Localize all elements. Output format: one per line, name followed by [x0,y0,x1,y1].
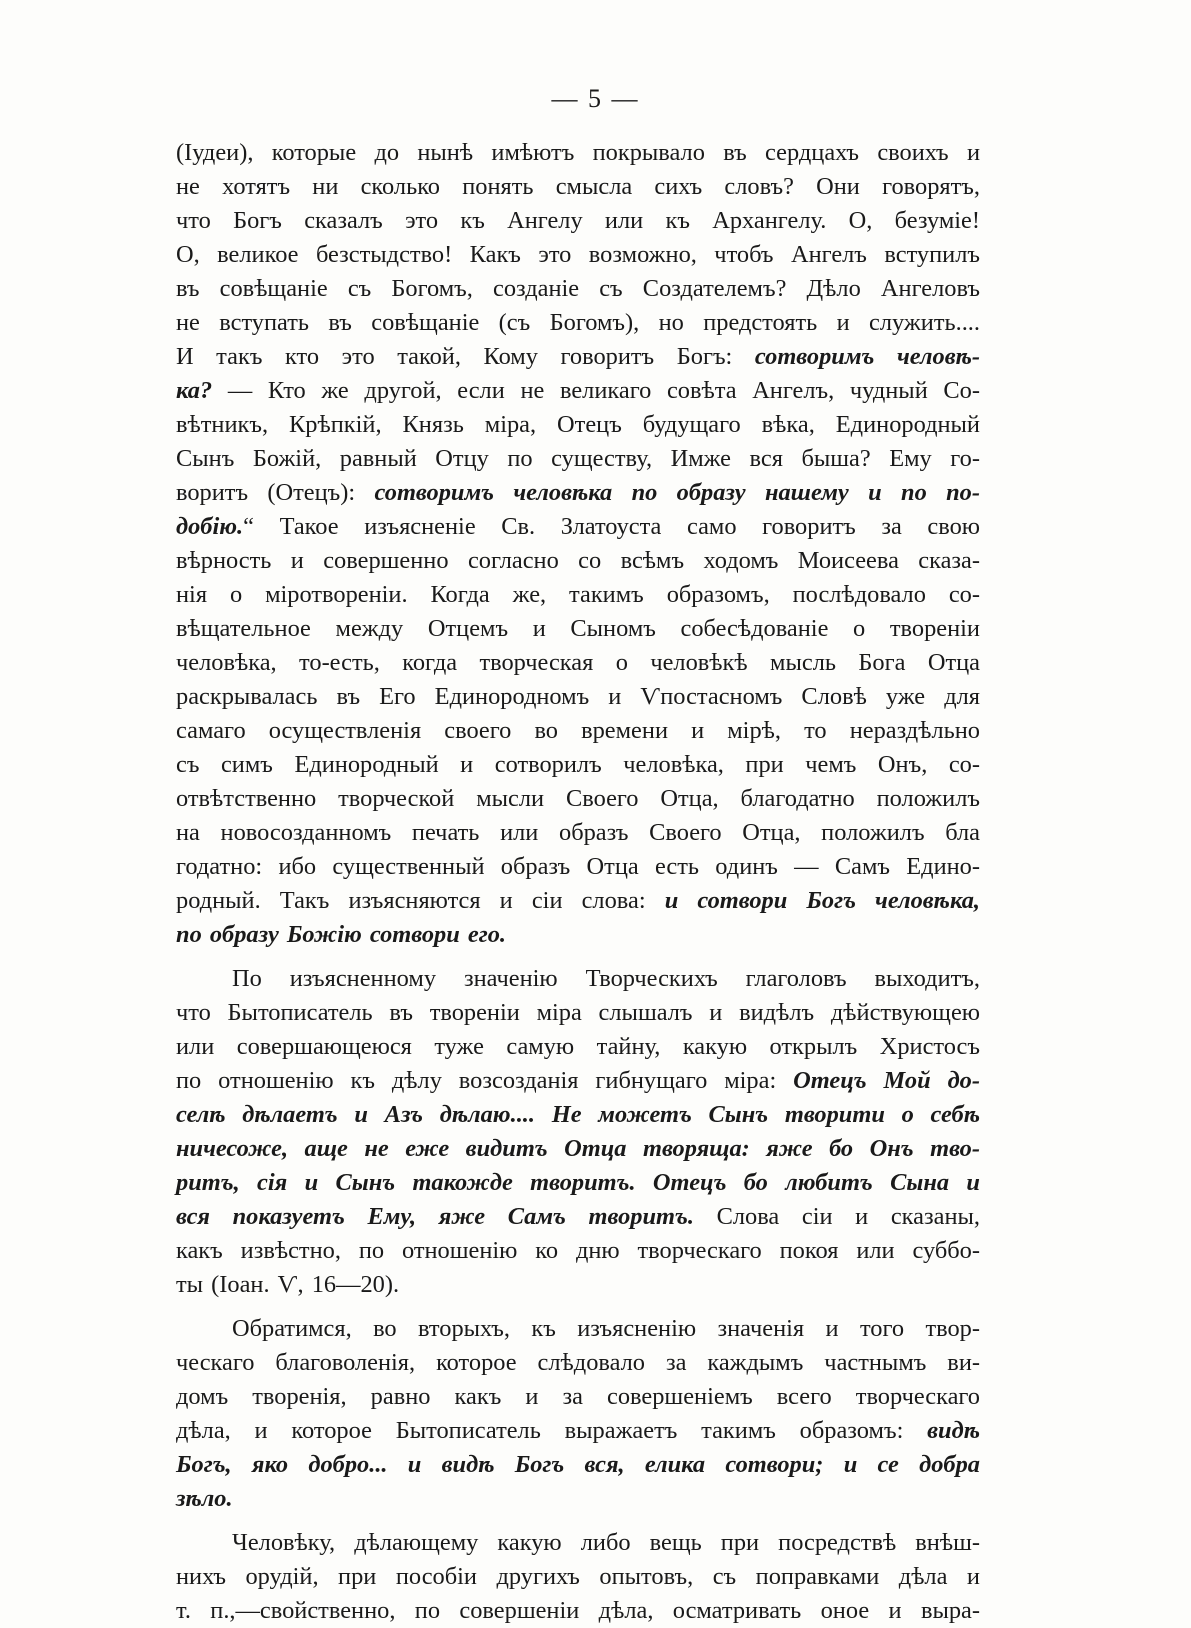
text-line [176,1346,980,1380]
text-segment: ты (Іоан. Ѵ, 16—20). [176,1271,400,1298]
text-segment: Слова сіи и сказаны, [693,1203,980,1230]
text-line [176,578,980,612]
text-line [176,1132,980,1166]
text-segment: “ Такое изъясненіе Св. Златоуста само говоритъ за свою [243,513,980,540]
text-segment: отвѣтственно творческой мысли Своего Отца, благодатно положилъ [176,785,980,812]
emphasized-text: ка? [176,377,213,404]
emphasized-text: вся показуетъ Ему, яже Самъ творитъ. [176,1203,694,1230]
emphasized-text: и сотвори Богъ человѣка, [664,887,980,914]
text-line [176,272,980,306]
emphasized-text: сотворимъ человѣ- [754,343,980,370]
text-line [176,170,980,204]
text-line [176,238,980,272]
text-line [176,476,980,510]
text-line [176,204,980,238]
text-line [176,714,980,748]
text-line [176,408,980,442]
text-line [176,1594,980,1628]
text-segment: дѣла, и которое Бытописатель выражаетъ такимъ образомъ: [176,1417,928,1444]
text-segment: что Богъ сказалъ это къ Ангелу или къ Архангелу. О, безуміе! [176,207,980,234]
text-line [176,646,980,680]
text-line [176,680,980,714]
text-line [176,1312,980,1346]
paragraph [176,1312,980,1516]
text-segment: нія о міротвореніи. Когда же, такимъ образомъ, послѣдовало со- [176,581,980,608]
text-segment: человѣка, то-есть, когда творческая о человѣкѣ мысль Бога Отца [176,649,980,676]
text-line [176,1560,980,1594]
text-line [176,1414,980,1448]
text-line [176,1030,980,1064]
text-line [176,962,980,996]
text-line [176,850,980,884]
emphasized-text: селѣ дѣлаетъ и Азъ дѣлаю.... Не можетъ Сынъ творити о себѣ [176,1101,980,1128]
emphasized-text: сотворимъ человѣка по образу нашему и по по- [374,479,980,506]
paragraph-gap [176,1516,980,1526]
text-segment: вѣтникъ, Крѣпкій, Князь міра, Отецъ будущаго вѣка, Единородный [176,411,980,438]
text-segment: Человѣку, дѣлающему какую либо вещь при посредствѣ внѣш- [232,1529,980,1556]
text-segment: раскрывалась въ Его Единородномъ и Ѵпостасномъ Словѣ уже для [176,683,980,710]
text-segment: какъ извѣстно, по отношенію ко дню творческаго покоя или суббо- [176,1237,980,1264]
paragraph [176,1526,980,1628]
text-line [176,374,980,408]
text-line [176,1166,980,1200]
text-line [176,918,980,952]
paragraph [176,962,980,1302]
text-line [176,1200,980,1234]
text-line [176,996,980,1030]
emphasized-text: ритъ, сія и Сынъ такожде творитъ. Отецъ бо любитъ Сына и [176,1169,980,1196]
emphasized-text: Отецъ Мой до- [793,1067,980,1094]
paragraph [176,136,980,952]
text-line [176,816,980,850]
emphasized-text: добію. [176,513,244,540]
text-segment: О, великое безстыдство! Какъ это возможно, чтобъ Ангелъ вступилъ [176,241,980,268]
text-segment: (Іудеи), которые до нынѣ имѣютъ покрывало въ сердцахъ своихъ и [176,139,980,166]
text-segment: — Кто же другой, если не великаго совѣта Ангелъ, чудный Со- [212,377,980,404]
text-line [176,1380,980,1414]
emphasized-text: ничесоже, аще не еже видитъ Отца творяща: яже бо Онъ тво- [176,1135,980,1162]
text-line [176,1234,980,1268]
text-line [176,1064,980,1098]
text-segment: Обратимся, во вторыхъ, къ изъясненію значенія и того твор- [232,1315,980,1342]
text-line [176,1526,980,1560]
text-segment: воритъ (Отецъ): [176,479,375,506]
text-line [176,544,980,578]
text-segment: вѣрность и совершенно согласно со всѣмъ ходомъ Моисеева сказа- [176,547,980,574]
text-segment: съ симъ Единородный и сотворилъ человѣка, при чемъ Онъ, со- [176,751,980,778]
text-line [176,306,980,340]
text-line [176,884,980,918]
paragraph-gap [176,1302,980,1312]
paragraph-gap [176,952,980,962]
emphasized-text: Богъ, яко добро... и видѣ Богъ вся, елика сотвори; и се добра [176,1451,980,1478]
text-line [176,612,980,646]
text-line [176,510,980,544]
document-body [176,136,980,1628]
text-line [176,748,980,782]
text-line [176,136,980,170]
text-line [176,1098,980,1132]
text-segment: или совершающеюся туже самую тайну, какую открылъ Христосъ [176,1033,980,1060]
text-segment: И такъ кто это такой, Кому говоритъ Богъ: [176,343,755,370]
text-segment: годатно: ибо существенный образъ Отца есть одинъ — Самъ Едино- [176,853,980,880]
text-segment: самаго осуществленія своего во времени и мірѣ, то нераздѣльно [176,717,980,744]
emphasized-text: видѣ [927,1417,980,1444]
page-number: — 5 — [551,84,640,113]
text-segment: вѣщательное между Отцемъ и Сыномъ собесѣдованіе о твореніи [176,615,980,642]
text-line [176,1448,980,1482]
text-segment: ческаго благоволенія, которое слѣдовало за каждымъ частнымъ ви- [176,1349,980,1376]
text-segment: по отношенію къ дѣлу возсозданія гибнущаго міра: [176,1067,794,1094]
text-segment: По изъясненному значенію Творческихъ глаголовъ выходитъ, [232,965,980,992]
text-line [176,442,980,476]
text-segment: родный. Такъ изъясняются и сіи слова: [176,887,665,914]
text-segment: въ совѣщаніе съ Богомъ, созданіе съ Создателемъ? Дѣло Ангеловъ [176,275,980,302]
text-segment: Сынъ Божій, равный Отцу по существу, Имже вся быша? Ему го- [176,445,980,472]
text-segment: нихъ орудій, при пособіи другихъ опытовъ, съ поправками дѣла и [176,1563,980,1590]
text-segment: на новосозданномъ печать или образъ Своего Отца, положилъ бла [176,819,980,846]
text-line [176,782,980,816]
text-line [176,340,980,374]
text-segment: домъ творенія, равно какъ и за совершеніемъ всего творческаго [176,1383,980,1410]
text-segment: не вступать въ совѣщаніе (съ Богомъ), но предстоять и служить.... [176,309,980,336]
text-segment: не хотятъ ни сколько понять смысла сихъ словъ? Они говорятъ, [176,173,980,200]
text-line [176,1482,980,1516]
emphasized-text: зѣло. [176,1485,233,1512]
emphasized-text: по образу Божію сотвори его. [176,921,507,948]
text-line [176,1268,980,1302]
text-segment: т. п.,—свойственно, по совершеніи дѣла, осматривать оное и выра- [176,1597,980,1624]
text-segment: что Бытописатель въ твореніи міра слышалъ и видѣлъ дѣйствующею [176,999,980,1026]
